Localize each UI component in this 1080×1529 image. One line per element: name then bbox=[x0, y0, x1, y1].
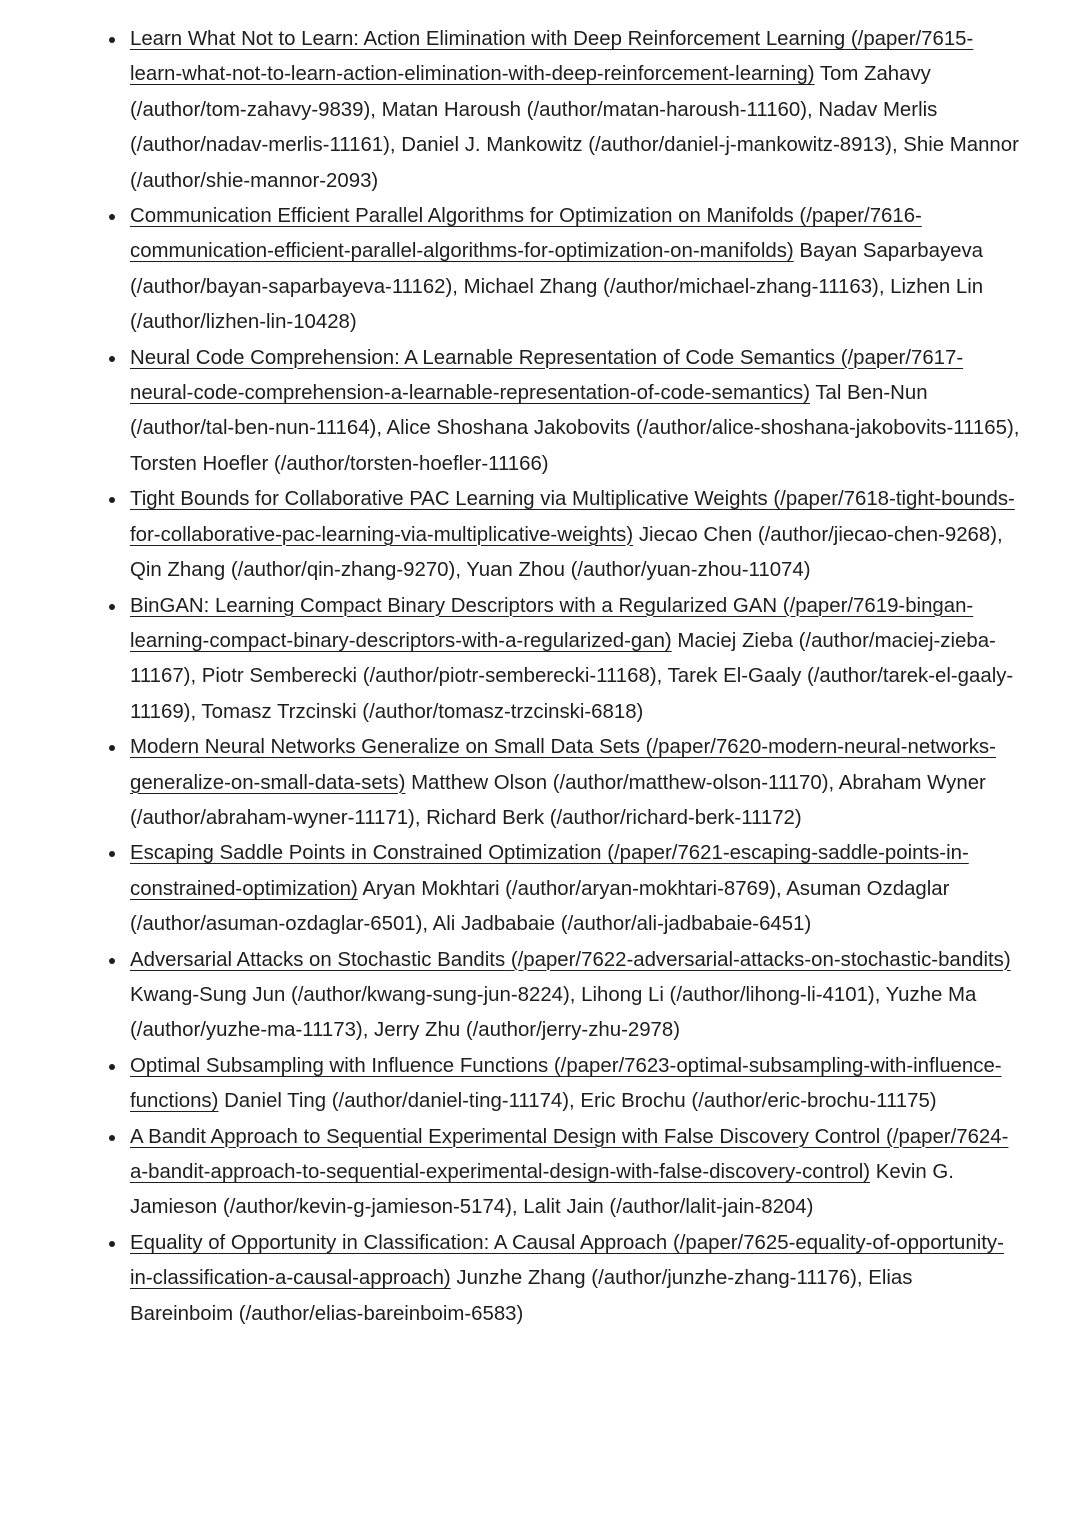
list-item bbox=[130, 1226, 1020, 1332]
paper-path: (/paper/7621-escaping-saddle-points-in-constrained-optimization) bbox=[130, 842, 969, 900]
list-item bbox=[130, 943, 1020, 1049]
paper-path: (/paper/7615-learn-what-not-to-learn-action-elimination-with-deep-reinforcement-learning) bbox=[130, 28, 974, 86]
paper-title: Modern Neural Networks Generalize on Small Data Sets bbox=[130, 736, 640, 759]
paper-path: (/paper/7624-a-bandit-approach-to-sequential-experimental-design-with-false-discovery-control) bbox=[130, 1125, 1009, 1183]
paper-authors: Jiecao Chen (/author/jiecao-chen-9268), Qin Zhang (/author/qin-zhang-9270), Yuan Zhou (/author/yuan-zhou-11074) bbox=[130, 523, 1003, 582]
paper-link[interactable] bbox=[130, 949, 1011, 971]
paper-path: (/paper/7625-equality-of-opportunity-in-classification-a-causal-approach) bbox=[130, 1231, 1004, 1290]
paper-title: Adversarial Attacks on Stochastic Bandits bbox=[130, 948, 506, 971]
paper-path: (/paper/7618-tight-bounds-for-collaborative-pac-learning-via-multiplicative-weights) bbox=[130, 488, 1015, 546]
paper-authors: Maciej Zieba (/author/maciej-zieba-11167), Piotr Semberecki (/author/piotr-semberecki-11168), Tarek El-Gaaly (/author/tarek-el-gaaly-11169), Tomasz Trzcinski (/author/tomasz-trzcinski-6818) bbox=[130, 629, 1014, 723]
list-item bbox=[130, 341, 1020, 483]
paper-title: A Bandit Approach to Sequential Experimental Design with False Discovery Control bbox=[130, 1125, 881, 1148]
paper-authors: Tom Zahavy (/author/tom-zahavy-9839), Matan Haroush (/author/matan-haroush-11160), Nadav Merlis (/author/nadav-merlis-11161), Daniel J. Mankowitz (/author/daniel-j-mankowitz-8913), Shie Mannor (/author/shie-mannor-2093) bbox=[130, 63, 1019, 192]
paper-path: (/paper/7622-adversarial-attacks-on-stochastic-bandits) bbox=[510, 948, 1011, 971]
list-item bbox=[130, 836, 1020, 942]
paper-path: (/paper/7623-optimal-subsampling-with-influence-functions) bbox=[130, 1054, 1002, 1113]
paper-authors: Aryan Mokhtari (/author/aryan-mokhtari-8769), Asuman Ozdaglar (/author/asuman-ozdaglar-6501), Ali Jadbabaie (/author/ali-jadbabaie-6451) bbox=[130, 877, 950, 936]
list-item bbox=[130, 589, 1020, 731]
paper-authors: Bayan Saparbayeva (/author/bayan-saparbayeva-11162), Michael Zhang (/author/michael-zhang-11163), Lizhen Lin (/author/lizhen-lin-10428) bbox=[130, 240, 984, 334]
paper-path: (/paper/7616-communication-efficient-parallel-algorithms-for-optimization-on-manifolds) bbox=[130, 205, 922, 263]
paper-authors: Matthew Olson (/author/matthew-olson-11170), Abraham Wyner (/author/abraham-wyner-11171), Richard Berk (/author/richard-berk-11172) bbox=[130, 771, 986, 829]
paper-authors: Kevin G. Jamieson (/author/kevin-g-jamieson-5174), Lalit Jain (/author/lalit-jain-8204) bbox=[130, 1161, 954, 1219]
paper-title: Optimal Subsampling with Influence Functions bbox=[130, 1054, 549, 1077]
paper-path: (/paper/7620-modern-neural-networks-generalize-on-small-data-sets) bbox=[130, 736, 996, 794]
list-item bbox=[130, 1120, 1020, 1226]
paper-authors: Tal Ben-Nun (/author/tal-ben-nun-11164), Alice Shoshana Jakobovits (/author/alice-shoshana-jakobovits-11165), Torsten Hoefler (/author/torsten-hoefler-11166) bbox=[130, 382, 1020, 475]
paper-title: Equality of Opportunity in Classification: A Causal Approach bbox=[130, 1231, 668, 1254]
paper-title: Learn What Not to Learn: Action Elimination with Deep Reinforcement Learning bbox=[130, 28, 846, 50]
paper-authors: Kwang-Sung Jun (/author/kwang-sung-jun-8224), Lihong Li (/author/lihong-li-4101), Yuzhe Ma (/author/yuzhe-ma-11173), Jerry Zhu (/author/jerry-zhu-2978) bbox=[130, 983, 977, 1042]
list-item bbox=[130, 22, 1020, 199]
paper-path: (/paper/7617-neural-code-comprehension-a-learnable-representation-of-code-semantics) bbox=[130, 346, 964, 405]
list-item bbox=[130, 199, 1020, 341]
paper-title: Neural Code Comprehension: A Learnable Representation of Code Semantics bbox=[130, 346, 836, 369]
paper-title: BinGAN: Learning Compact Binary Descriptors with a Regularized GAN bbox=[130, 594, 778, 617]
paper-authors: Daniel Ting (/author/daniel-ting-11174), Eric Brochu (/author/eric-brochu-11175) bbox=[224, 1090, 937, 1113]
paper-path: (/paper/7619-bingan-learning-compact-binary-descriptors-with-a-regularized-gan) bbox=[130, 594, 974, 652]
list-item bbox=[130, 730, 1020, 836]
paper-title: Communication Efficient Parallel Algorithms for Optimization on Manifolds bbox=[130, 205, 794, 228]
paper-title: Escaping Saddle Points in Constrained Optimization bbox=[130, 842, 602, 865]
paper-list bbox=[0, 22, 1020, 1332]
paper-authors: Junzhe Zhang (/author/junzhe-zhang-11176), Elias Bareinboim (/author/elias-bareinboim-6583) bbox=[130, 1267, 913, 1325]
list-item bbox=[130, 1049, 1020, 1120]
paper-title: Tight Bounds for Collaborative PAC Learning via Multiplicative Weights bbox=[130, 488, 768, 511]
list-item bbox=[130, 482, 1020, 588]
